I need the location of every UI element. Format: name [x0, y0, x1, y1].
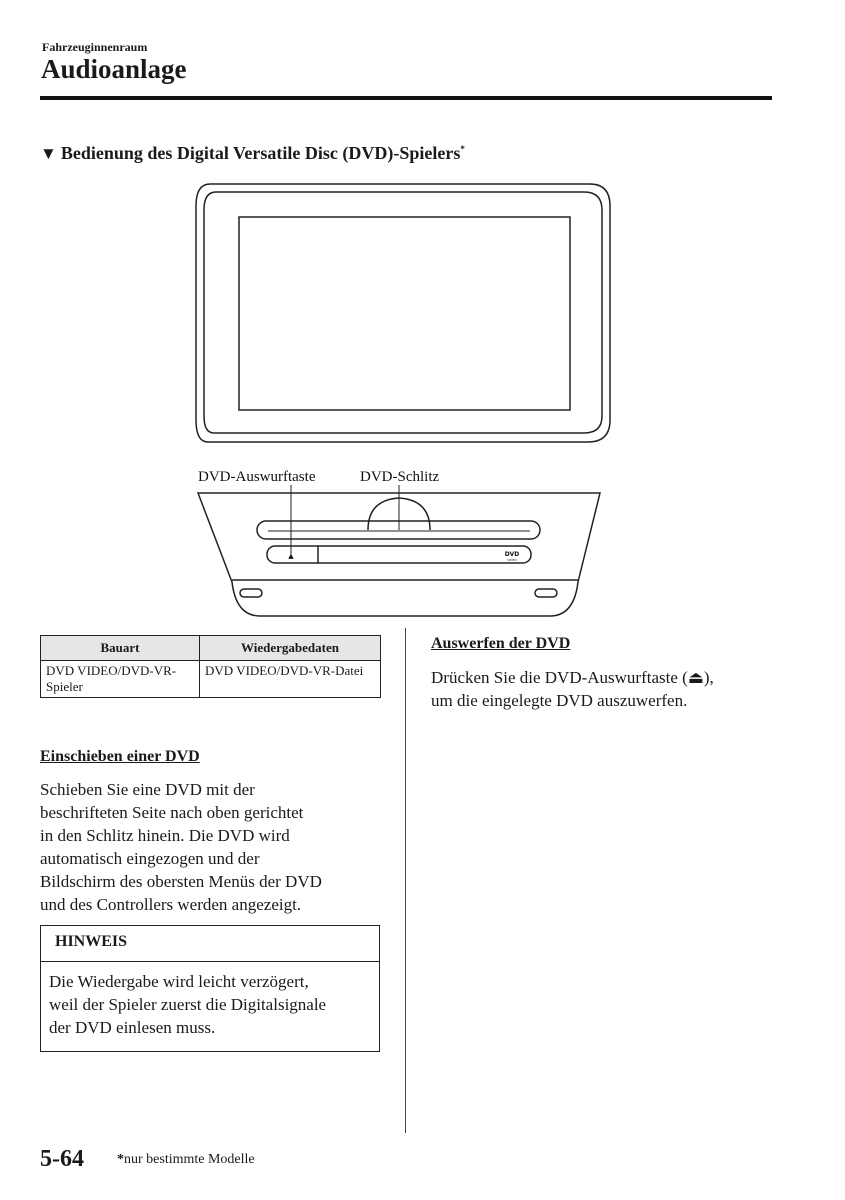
insert-line: in den Schlitz hinein. Die DVD wird: [40, 826, 290, 845]
note-line: weil der Spieler zuerst die Digitalsignale: [49, 995, 327, 1014]
note-line: Die Wiedergabe wird leicht verzögert,: [49, 972, 309, 991]
display-screen-illustration: [196, 184, 610, 442]
label-dvd-slot: DVD-Schlitz: [360, 469, 440, 485]
header-wiedergabedaten: Wiedergabedaten: [200, 636, 381, 661]
insert-body: [40, 778, 390, 916]
insert-line: Bildschirm des obersten Menüs der DVD: [40, 872, 322, 891]
page-number: 5-64: [40, 1146, 84, 1172]
section-heading: [40, 143, 465, 164]
column-divider: [405, 628, 406, 1133]
footnote-text: nur bestimmte Modelle: [124, 1152, 255, 1167]
dvd-logo: DVD: [504, 551, 520, 558]
note-line: der DVD einlesen muss.: [49, 1018, 216, 1037]
page-title: Audioanlage: [41, 54, 187, 84]
cell-wiedergabedaten: DVD VIDEO/DVD-VR-Datei: [200, 661, 381, 698]
section-heading-text: Bedienung des Digital Versatile Disc (DVD)-Spielers: [60, 143, 461, 163]
eject-body: [431, 666, 771, 712]
footnote-mark: *: [117, 1152, 124, 1167]
insert-line: und des Controllers werden angezeigt.: [40, 895, 302, 914]
footnote: [117, 1152, 255, 1168]
eject-heading: Auswerfen der DVD: [431, 635, 571, 652]
insert-line: automatisch eingezogen und der: [40, 849, 260, 868]
heading-asterisk: *: [460, 144, 465, 154]
table-header-row: [41, 636, 381, 661]
dvd-logo-sub: VIDEO: [507, 558, 517, 562]
header-bauart: Bauart: [41, 636, 200, 661]
insert-line: Schieben Sie eine DVD mit der: [40, 780, 255, 799]
note-heading: HINWEIS: [41, 926, 379, 962]
dvd-unit-illustration: [198, 485, 600, 616]
spec-table: [40, 635, 381, 698]
title-rule: [40, 96, 772, 100]
eject-line: um die eingelegte DVD auszuwerfen.: [431, 691, 688, 710]
breadcrumb: Fahrzeuginnenraum: [42, 40, 148, 54]
insert-line: beschrifteten Seite nach oben gerichtet: [40, 803, 304, 822]
note-body: [41, 962, 379, 1047]
eject-line: Drücken Sie die DVD-Auswurftaste (⏏),: [431, 668, 714, 687]
table-row: [41, 661, 381, 698]
cell-bauart: DVD VIDEO/DVD-VR-Spieler: [41, 661, 200, 698]
insert-heading: Einschieben einer DVD: [40, 748, 200, 765]
eject-icon: ▲: [288, 552, 294, 560]
dvd-player-figure: [190, 182, 620, 622]
note-box: [40, 925, 380, 1052]
label-eject-button: DVD-Auswurftaste: [198, 469, 316, 485]
triangle-down-icon: ▼: [40, 144, 57, 163]
